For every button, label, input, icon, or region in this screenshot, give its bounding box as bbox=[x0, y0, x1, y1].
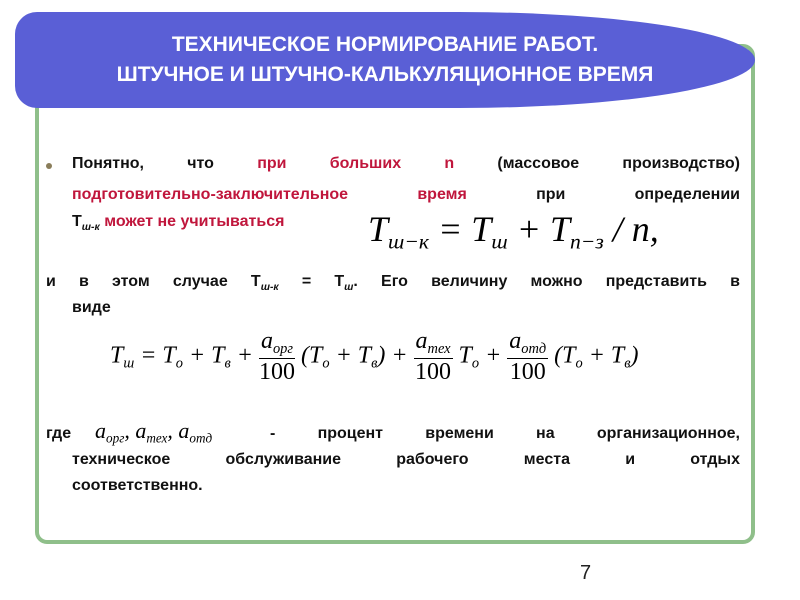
formula-tsh: $T_ш = T_о + T_в$ + $\frac{a_{орг}}{100}$ $(T_о + T_в)$ + $\frac{a_{тех}}{100}$ $T_о$ + $\frac{a_{отд}}{100}$ $(T_о + T_в)$ bbox=[110, 328, 639, 386]
title-line-2: ШТУЧНОЕ И ШТУЧНО-КАЛЬКУЛЯЦИОННОЕ ВРЕМЯ bbox=[116, 63, 654, 86]
fraction-tex: $\frac{a_{тех}}{100}$ bbox=[415, 328, 452, 386]
para1-line3: $Т_{ш-к}$ может не учитываться bbox=[72, 213, 285, 234]
bullet-icon bbox=[46, 163, 52, 169]
title-line-1: ТЕХНИЧЕСКОЕ НОРМИРОВАНИЕ РАБОТ. bbox=[171, 33, 599, 56]
para3-line3: соответственно. bbox=[72, 477, 203, 494]
formula-tshk: $T_{ш-к} = T_ш + T_{п-з} / n$, bbox=[368, 209, 659, 254]
para1-line2: подготовительно-заключительное время при определении bbox=[72, 186, 740, 203]
para3-line1: - процент времени на организационное, bbox=[270, 425, 740, 442]
para2-line1: и в этом случае $Т_{ш-к} = Т_ш$. Его величину можно представить в bbox=[46, 273, 740, 294]
para2-line2: виде bbox=[72, 299, 111, 316]
where-label: где bbox=[46, 425, 72, 442]
formula-a-symbols: $a_{орг}$, $a_{тех}$, $a_{отд}$ bbox=[95, 418, 213, 446]
fraction-org: $\frac{a_{орг}}{100}$ bbox=[258, 328, 295, 386]
para1-line1: Понятно, что при больших n (массовое производство) bbox=[72, 155, 741, 172]
para3-line2: техническое обслуживание рабочего места и отдых bbox=[72, 451, 740, 468]
title-banner bbox=[15, 12, 755, 108]
page-number: 7 bbox=[580, 562, 592, 584]
fraction-otd: $\frac{a_{отд}}{100}$ bbox=[509, 328, 547, 386]
